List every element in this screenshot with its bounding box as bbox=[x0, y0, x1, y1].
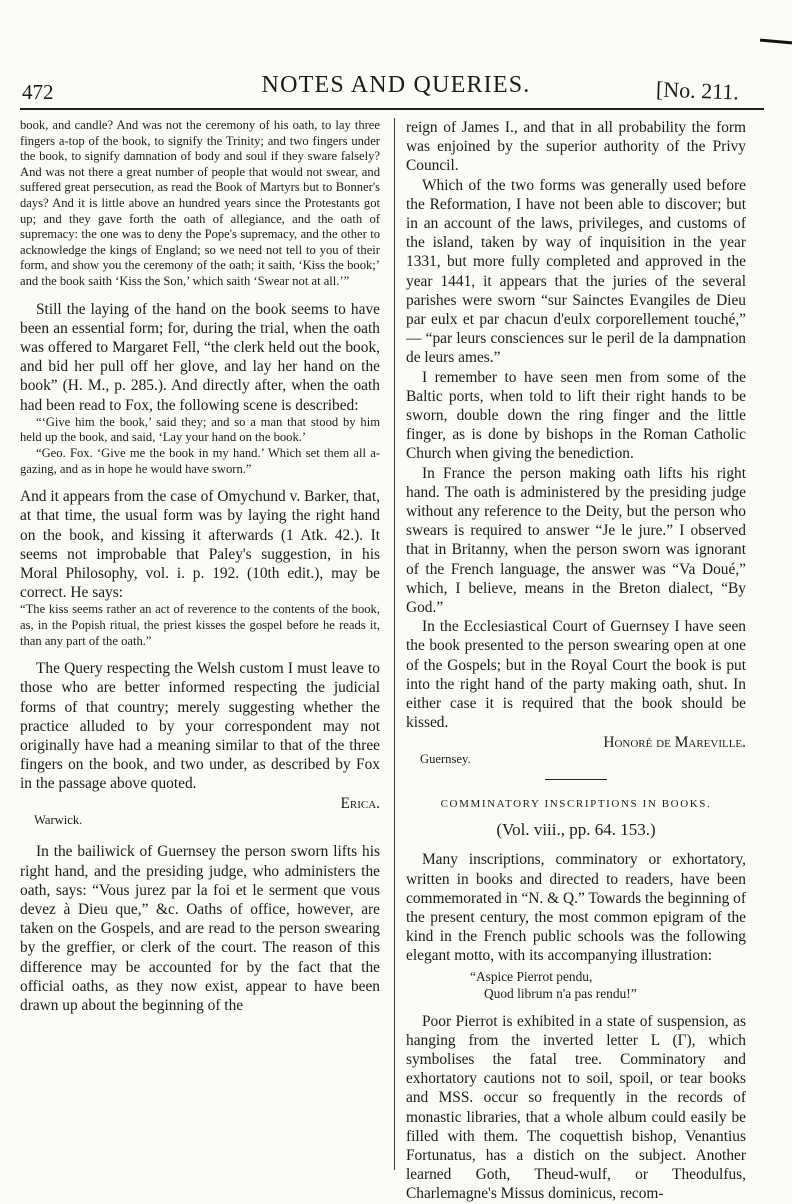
paragraph-pierrot: Poor Pierrot is exhibited in a state of suspension, as hanging from the inverted letter L (Γ), which symbolises the fatal tree. Comminatory and exhortatory cautions not to soil, spoil, or tear books and MSS. occur so frequently in the records of monastic libraries, that a whole album could easily be filled with them. The coquettish bishop, Venantius Fortunatus, has a distich on the subject. Another learned Goth, Theud-wulf, or Theodulfus, Charlemagne's Missus dominicus, recom- bbox=[406, 1012, 746, 1203]
paragraph-james: reign of James I., and that in all probability the form was enjoined by the superior authority of the Privy Council. bbox=[406, 119, 746, 175]
verse-line-2: Quod librum n'a pas rendu!” bbox=[484, 985, 637, 1001]
signature-erica: Erica. bbox=[340, 794, 380, 812]
page-number: 472 bbox=[22, 80, 54, 104]
corner-mark bbox=[760, 39, 792, 45]
section-divider bbox=[545, 779, 607, 780]
paragraph-inscriptions: Many inscriptions, comminatory or exhortatory, written in books and directed to readers, have been commemorated in “N. & Q.” Towards the beginning of the present century, the most common epigram of the kind in the French public schools was the following elegant motto, with its accompanying illustration: bbox=[406, 851, 746, 965]
header-rule bbox=[20, 108, 764, 110]
section-heading: COMMINATORY INSCRIPTIONS IN BOOKS. bbox=[440, 798, 712, 811]
fox-quote-1: “‘Give him the book,’ said they; and so a man that stood by him held up the book, and said, ‘Lay your hand on the book.’ bbox=[20, 414, 380, 445]
paragraph-ecclesiastical: In the Ecclesiastical Court of Guernsey I have seen the book presented to the person swearing open at one of the Gospels; but in the Royal Court the book is put into the right hand of the party making oath, shut. In either case it is required that the book should be kissed. bbox=[406, 618, 746, 732]
issue-number: [No. 211. bbox=[655, 76, 740, 105]
verse-line-1: “Aspice Pierrot pendu, bbox=[470, 968, 593, 984]
place-warwick: Warwick. bbox=[34, 812, 83, 827]
signature-mareville: Honoré de Mareville. bbox=[603, 733, 746, 751]
column-divider bbox=[394, 118, 395, 1170]
paragraph-omychund: And it appears from the case of Omychund v. Barker, that, at that time, the usual form was by laying the right hand on the book, and kissing it afterwards (1 Atk. 42.). It seems not improbable that Paley's suggestion, in his Moral Philosophy, vol. i. p. 192. (10th edit.), may be correct. He says: bbox=[20, 488, 380, 602]
running-title: NOTES AND QUERIES. bbox=[261, 72, 531, 98]
right-column bbox=[406, 118, 746, 1204]
page-header bbox=[0, 0, 792, 108]
paragraph-baltic: I remember to have seen men from some of the Baltic ports, when told to lift their right hands to be sworn, double down the ring finger and the little finger, as is done by bishops in the Roman Catholic Church when giving the benediction. bbox=[406, 368, 746, 463]
latin-verse bbox=[470, 968, 746, 1002]
place-guernsey: Guernsey. bbox=[420, 751, 471, 766]
paragraph-reformation: Which of the two forms was generally used before the Reformation, I have not been able to discover; but in an account of the laws, privileges, and customs of the island, taken by way of inquisition in the year 1331, but more fully completed and approved in the year 1441, it appears that the juries of the several parishes were sworn “sur Sainctes Evangiles de Dieu par eulx et par chacun d'eulx corporellement touché,” — “par leurs consciences sur le peril de la dampnation de leurs ames.” bbox=[406, 176, 746, 367]
paragraph-france: In France the person making oath lifts his right hand. The oath is administered by the presiding judge without any reference to the Deity, but the person who swears is required to answer “Je le jure.” I observed that in Britanny, when the person sworn was ignorant of the French language, the answer was “Va Doué,” which, I believe, means in the Breton dialect, “By God.” bbox=[406, 464, 746, 617]
paragraph-guernsey: In the bailiwick of Guernsey the person sworn lifts his right hand, and the presiding judge, who administers the oath, says: “Vous jurez par la foi et le serment que vous devez à Dieu que,” &c. Oaths of office, however, are taken on the Gospels, and are read to the person swearing by the greffier, or clerk of the court. The reason of this difference may be accounted for by the fact that the official oaths, as they now exist, appear to have been drawn up about the beginning of the bbox=[20, 843, 380, 1014]
left-column bbox=[20, 118, 380, 1015]
paley-quote: “The kiss seems rather an act of reverence to the contents of the book, as, in the Popish ritual, the priest kisses the gospel before he reads it, than any part of the oath.” bbox=[20, 602, 380, 648]
section-reference: (Vol. viii., pp. 64. 153.) bbox=[496, 820, 656, 840]
paragraph-welsh-custom: The Query respecting the Welsh custom I must leave to those who are better informed respecting the judicial forms of that country; merely suggesting whether the practice alluded to by your correspondent may not originally have had a meaning similar to that of the three fingers on the book, and two under, as described by Fox in the passage above quoted. bbox=[20, 660, 380, 793]
paragraph-margaret-fell: Still the laying of the hand on the book seems to have been an essential form; for, during the trial, when the oath was offered to Margaret Fell, “the clerk held out the book, and bid her pull off her glove, and lay her hand on the book” (H. M., p. 285.). And directly after, when the oath had been read to Fox, the following scene is described: bbox=[20, 300, 380, 414]
fox-quote-2: “Geo. Fox. ‘Give me the book in my hand.’ Which set them all a-gazing, and as in hope he would have sworn.” bbox=[20, 445, 380, 476]
quote-continuation: book, and candle? And was not the ceremony of his oath, to lay three fingers a-top of the book, to signify the Trinity; and two fingers under the book, to signify damnation of body and soul if they sware falsely? And was not there a great number of people that would not swear, and suffered great persecution, as read the Book of Martyrs but to Bonner's days? And it is little above an hundred years since the Protestants got up; and they gave forth the oath of allegiance, and the oath of supremacy: the one was to deny the Pope's supremacy, and the other to acknowledge the kings of England; so we need not tell to you of their form, and show you the ceremony of the oath; it saith, ‘Kiss the book;’ and the book saith ‘Kiss the Son,’ which saith ‘Swear not at all.’” bbox=[20, 118, 380, 288]
